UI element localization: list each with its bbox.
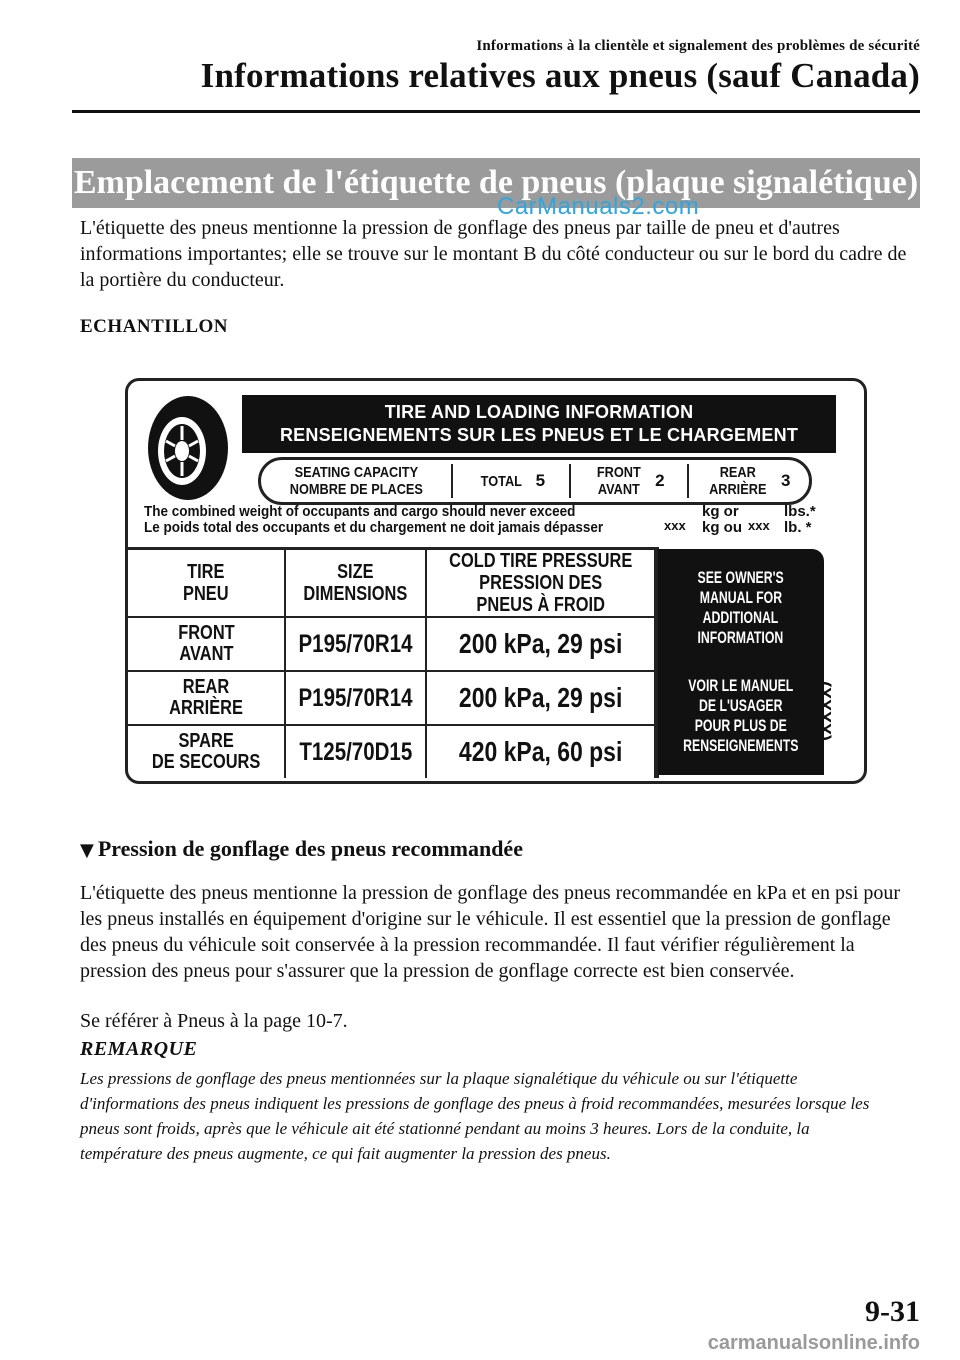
sample-caption: ECHANTILLON — [80, 316, 229, 337]
lbs-placeholder: xxx — [748, 518, 770, 533]
subsection-heading — [80, 836, 523, 862]
combined-weight-fr: Le poids total des occupants et du chargement ne doit jamais dépasser — [144, 519, 604, 536]
column-size: SIZE DIMENSIONS — [285, 550, 426, 617]
label-code: (XXXX) — [814, 681, 834, 742]
owners-manual-box — [658, 549, 824, 775]
front-cell — [571, 460, 687, 502]
table-row — [128, 671, 655, 725]
column-pressure: COLD TIRE PRESSURE PRESSION DES PNEUS À FROID — [426, 550, 655, 617]
page-number: 9-31 — [865, 1295, 920, 1328]
lbs-unit-en: lbs.* — [784, 503, 816, 520]
kg-units — [702, 504, 742, 536]
tire-icon — [144, 393, 232, 503]
subsection-title: Pression de gonflage des pneus recommandée — [97, 836, 523, 861]
row-tire-pressure: 200 kPa, 29 psi — [426, 671, 655, 725]
section-title: Emplacement de l'étiquette de pneus (plaque signalétique) — [73, 164, 919, 201]
front-label-fr: AVANT — [598, 481, 641, 498]
seating-label-fr: NOMBRE DE PLACES — [289, 481, 423, 498]
total-label: TOTAL — [480, 472, 522, 490]
front-value: 2 — [655, 471, 665, 490]
table-row — [128, 617, 655, 671]
header-divider — [72, 110, 920, 113]
tire-information-label — [125, 378, 867, 784]
chapter-header: Informations à la clientèle et signalement des problèmes de sécurité — [476, 38, 920, 54]
row-tire-size: T125/70D15 — [285, 725, 426, 778]
combined-weight-text — [144, 504, 654, 536]
label-header-fr: RENSEIGNEMENTS SUR LES PNEUS ET LE CHARGEMENT — [279, 425, 799, 445]
section-title-bar — [72, 158, 920, 208]
kg-unit-fr: kg ou — [702, 519, 742, 536]
seating-capacity-cell — [261, 460, 451, 502]
page-title: Informations relatives aux pneus (sauf Canada) — [200, 56, 920, 95]
site-watermark: carmanualsonline.info — [707, 1332, 920, 1354]
kg-placeholder: xxx — [664, 518, 686, 533]
triangle-down-icon: ▼ — [80, 840, 94, 861]
seating-capacity-bar — [258, 457, 812, 505]
label-header-band — [242, 395, 836, 453]
watermark: CarManuals2.com — [497, 193, 700, 220]
row-tire-pressure: 200 kPa, 29 psi — [426, 617, 655, 671]
row-tire-name: REAR ARRIÈRE — [128, 671, 285, 725]
rear-value: 3 — [781, 471, 791, 490]
intro-paragraph: L'étiquette des pneus mentionne la pression de gonflage des pneus par taille de pneu et d'autres informations importantes; elle se trouve sur le montant B du côté conducteur ou sur le bord du cadre de la portière du conducteur. — [80, 217, 907, 291]
lbs-units — [784, 504, 816, 536]
rear-cell — [689, 460, 805, 502]
rear-label-fr: ARRIÈRE — [708, 481, 766, 498]
page-reference: Se référer à Pneus à la page 10-7. — [80, 1010, 348, 1032]
row-tire-size: P195/70R14 — [285, 617, 426, 671]
combined-weight-en: The combined weight of occupants and cargo should never exceed — [144, 503, 576, 520]
tire-pressure-table — [128, 547, 659, 778]
column-tire: TIRE PNEU — [128, 550, 285, 617]
total-value: 5 — [535, 471, 546, 490]
lbs-unit-fr: lb. * — [784, 519, 812, 536]
total-cell — [453, 460, 569, 502]
label-header-en: TIRE AND LOADING INFORMATION — [384, 402, 694, 422]
pressure-paragraph: L'étiquette des pneus mentionne la pression de gonflage des pneus recommandée en kPa et en psi pour les pneus installés en équipement d'origine sur le véhicule. Il est essentiel que la pression de gonflage des pneus du véhicule soit conservée à la pression recommandée. Il faut vérifier régulièrement la pression des pneus pour s'assurer que la pression de gonflage correcte est bien conservée. — [80, 882, 901, 982]
note-text: Les pressions de gonflage des pneus mentionnées sur la plaque signalétique du véhicule ou sur l'étiquette d'informations des pneus indiquent les pressions de gonflage des pneus à froid recommandées, mesurées lorsque les pneus sont froids, après que le véhicule ait été stationné pendant au moins 3 heures. Lors de la conduite, la température des pneus augmente, ce qui fait augmenter la pression des pneus. — [80, 1069, 870, 1163]
row-tire-size: P195/70R14 — [285, 671, 426, 725]
table-header-row — [128, 550, 655, 617]
row-tire-name: FRONT AVANT — [128, 617, 285, 671]
rear-label-en: REAR — [719, 464, 756, 481]
row-tire-name: SPARE DE SECOURS — [128, 725, 285, 778]
owners-manual-en: SEE OWNER'S MANUAL FOR ADDITIONAL INFORMATION — [697, 568, 785, 647]
table-row — [128, 725, 655, 778]
kg-unit-en: kg or — [702, 503, 739, 520]
seating-label-en: SEATING CAPACITY — [294, 464, 418, 481]
owners-manual-fr: VOIR LE MANUEL DE L'USAGER POUR PLUS DE RENSEIGNEMENTS — [683, 676, 799, 755]
note-heading: REMARQUE — [80, 1038, 198, 1060]
front-label-en: FRONT — [597, 464, 642, 481]
row-tire-pressure: 420 kPa, 60 psi — [426, 725, 655, 778]
